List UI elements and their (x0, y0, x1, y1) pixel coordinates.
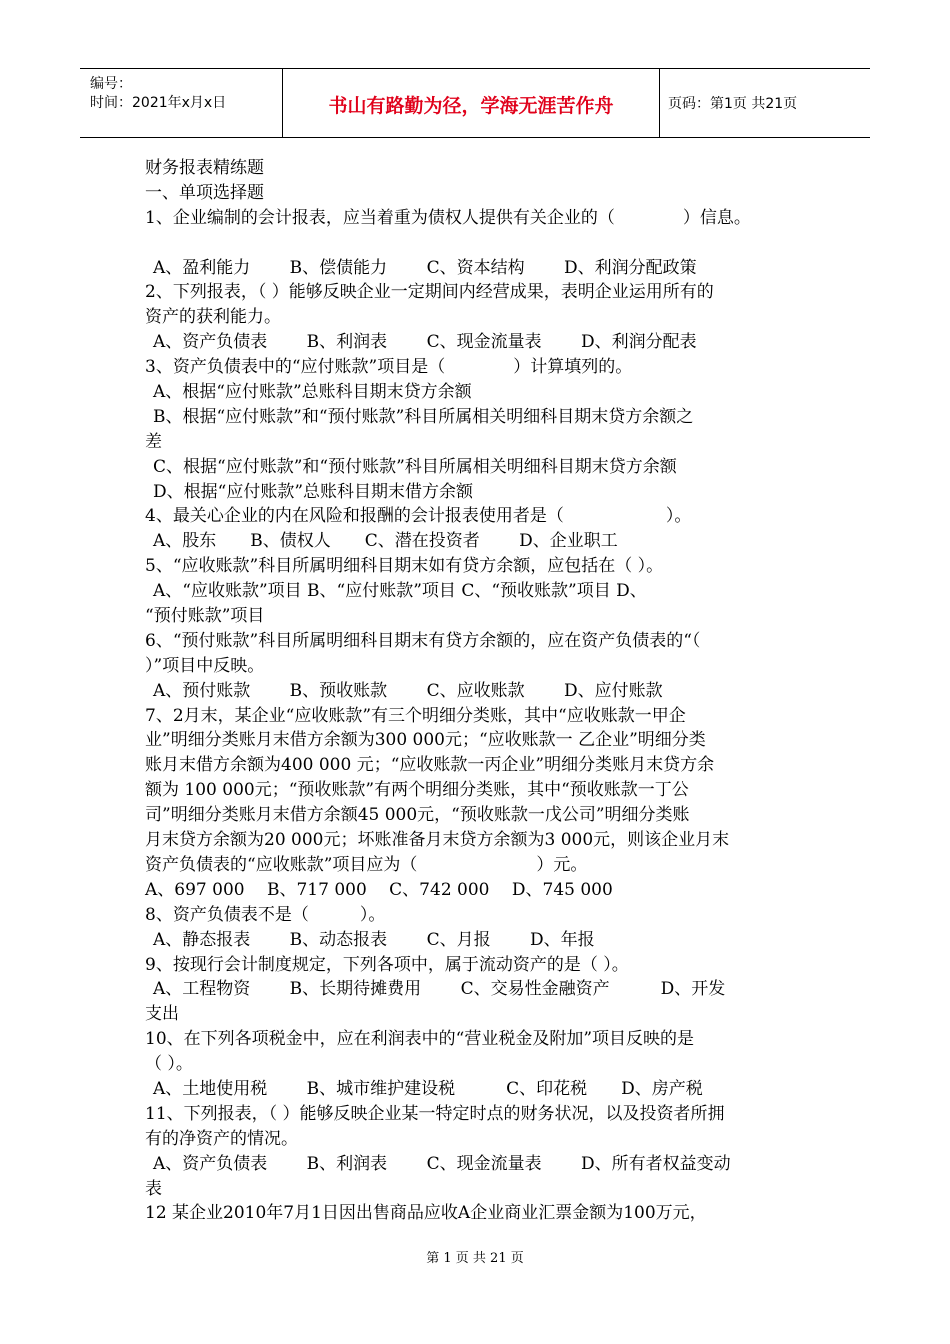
text-line: 7、2月末，某企业“应收账款”有三个明细分类账，其中“应收账款一甲企 (145, 705, 686, 726)
text-line: 11、下列报表，（ ）能够反映企业某一特定时点的财务状况，以及投资者所拥 (145, 1103, 725, 1124)
text-line: A、股东 B、债权人 C、潜在投资者 D、企业职工 (153, 531, 618, 552)
text-line: A、资产负债表 B、利润表 C、现金流量表 D、利润分配表 (153, 332, 697, 353)
text-line: ）”项目中反映。 (145, 655, 265, 676)
header-table (80, 68, 870, 138)
text-line (145, 231, 825, 256)
text-line: 4、最关心企业的内在风险和报酬的会计报表使用者是（ ）。 (145, 506, 692, 527)
text-line: 财务报表精练题 (145, 158, 264, 178)
number-label: 编号： (90, 76, 132, 92)
text-line: A、盈利能力 B、偿债能力 C、资本结构 D、利润分配政策 (153, 257, 697, 278)
text-line: A、工程物资 B、长期待摊费用 C、交易性金融资产 D、开发 (153, 979, 726, 1000)
text-line: 支出 (145, 1004, 179, 1025)
text-line: （ ）。 (145, 1054, 193, 1075)
motto-text: 书山有路勤为径，学海无涯苦作舟 (328, 95, 614, 117)
header-motto-cell (283, 69, 660, 137)
page-footer: 第 1 页 共 21 页 (426, 1251, 524, 1266)
text-line: A、“应收账款”项目 B、“应付账款”项目 C、“预收账款”项目 D、 (153, 581, 647, 602)
header-page-cell (660, 69, 870, 137)
text-line: 3、资产负债表中的“应付账款”项目是（ ）计算填列的。 (145, 357, 633, 378)
text-line: A、资产负债表 B、利润表 C、现金流量表 D、所有者权益变动 (153, 1153, 731, 1174)
text-line: D、根据“应付账款”总账科目期末借方余额 (153, 481, 474, 502)
text-line: 业”明细分类账月末借方余额为300 000元；“应收账款一 乙企业”明细分类 (145, 730, 706, 751)
text-line: 资产负债表的“应收账款”项目应为（ ）元。 (145, 854, 588, 875)
text-line: 10、在下列各项税金中，应在利润表中的“营业税金及附加”项目反映的是 (145, 1029, 695, 1050)
text-line: “预付账款”项目 (145, 606, 265, 627)
text-line: 1、企业编制的会计报表，应当着重为债权人提供有关企业的（ ）信息。 (145, 207, 751, 228)
text-line: 司”明细分类账月末借方余额45 000元，“预收账款一戊公司”明细分类账 (145, 805, 690, 826)
page-code: 页码：第1页 共21页 (668, 96, 798, 112)
document-body (145, 156, 825, 1226)
text-line: A、预付账款 B、预收账款 C、应收账款 D、应付账款 (153, 680, 663, 701)
text-line: 账月末借方余额为400 000 元；“应收账款一丙企业”明细分类账月末贷方余 (145, 755, 715, 776)
text-line: 9、按现行会计制度规定，下列各项中，属于流动资产的是（ ）。 (145, 954, 629, 975)
text-line: 2、下列报表，（ ）能够反映企业一定期间内经营成果，表明企业运用所有的 (145, 282, 714, 303)
text-line: 6、“预付账款”科目所属明细科目期末有贷方余额的，应在资产负债表的“（ (145, 630, 701, 651)
text-line: A、697 000 B、717 000 C、742 000 D、745 000 (145, 879, 613, 900)
time-label: 时间：2021年x月x日 (90, 95, 227, 111)
text-line: 一、单项选择题 (145, 182, 264, 203)
header-info-cell (80, 69, 283, 137)
text-line: 5、“应收账款”科目所属明细科目期末如有贷方余额，应包括在（ ）。 (145, 556, 664, 577)
text-line: 表 (145, 1178, 162, 1199)
text-line: A、静态报表 B、动态报表 C、月报 D、年报 (153, 929, 595, 950)
text-line: C、根据“应付账款”和“预付账款”科目所属相关明细科目期末贷方余额 (153, 456, 677, 477)
text-line: A、根据“应付账款”总账科目期末贷方余额 (153, 382, 472, 403)
text-line: 12 某企业2010年7月1日因出售商品应收A企业商业汇票金额为100万元， (145, 1203, 707, 1224)
text-line: 月末贷方余额为20 000元；坏账准备月末贷方余额为3 000元，则该企业月末 (145, 830, 730, 851)
text-line: 资产的获利能力。 (145, 307, 281, 328)
text-line: 有的净资产的情况。 (145, 1128, 298, 1149)
text-line: 8、资产负债表不是（ ）。 (145, 904, 386, 925)
text-line: 差 (145, 431, 162, 452)
text-line: A、土地使用税 B、城市维护建设税 C、印花税 D、房产税 (153, 1078, 703, 1099)
text-line: 额为 100 000元；“预收账款”有两个明细分类账，其中“预收账款一丁公 (145, 780, 689, 801)
text-line: B、根据“应付账款”和“预付账款”科目所属相关明细科目期末贷方余额之 (153, 406, 694, 427)
